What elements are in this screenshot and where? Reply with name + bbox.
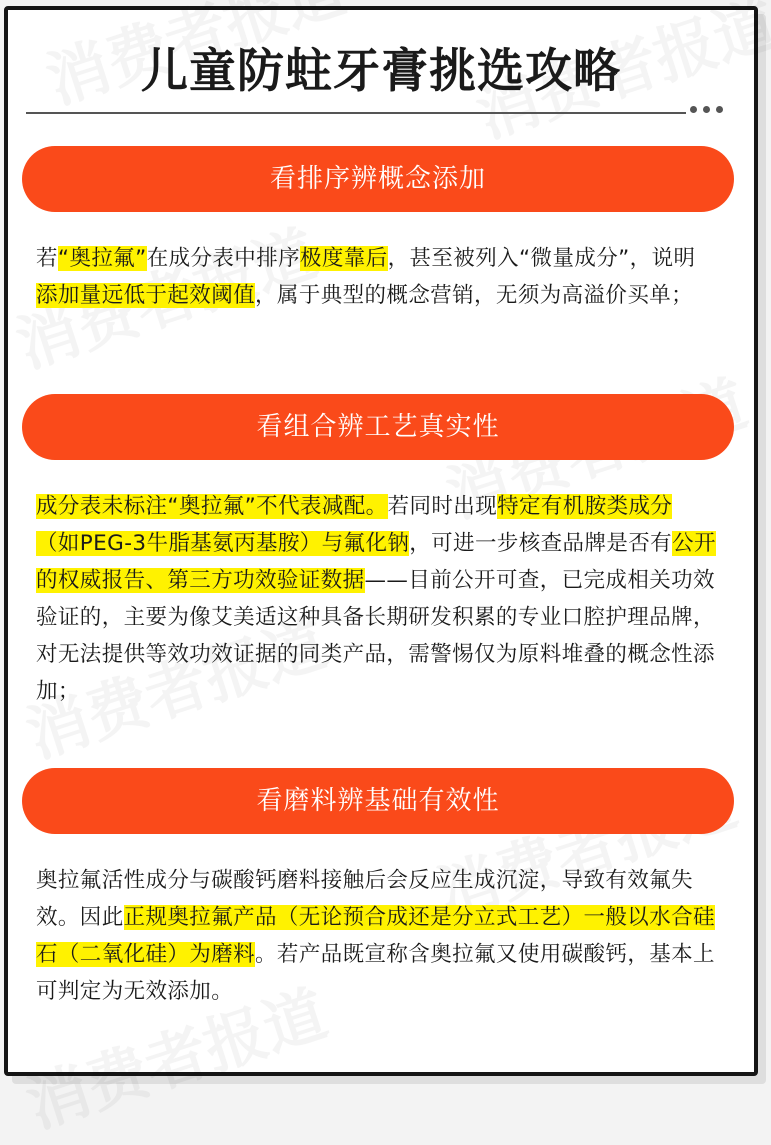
title-divider: [26, 112, 686, 114]
body-text: 若: [36, 246, 58, 271]
section-body-2: [36, 488, 716, 710]
section-heading-1: 看排序辨概念添加: [22, 146, 734, 212]
highlighted-text: 特定有机胺类成分（如PEG-3牛脂基氨丙基胺）与氟化钠: [36, 494, 673, 556]
section-body-1: [36, 240, 716, 314]
body-text: ——目前公开可查，已完成相关功效验证的，主要为像艾美适这种具备长期研发积累的专业口腔护理品牌，对无法提供等效功效证据的同类产品，需警惕仅为原料堆叠的概念性添加；: [36, 568, 715, 704]
highlighted-text: “奥拉氟”: [57, 246, 147, 271]
section-heading-2: 看组合辨工艺真实性: [22, 394, 734, 460]
body-text: 若同时出现: [387, 494, 498, 519]
section-heading-3: 看磨料辨基础有效性: [22, 768, 734, 834]
highlighted-text: 成分表未标注“奥拉氟”不代表减配。: [36, 494, 388, 519]
body-text: ，可进一步核查品牌是否有: [409, 531, 673, 556]
highlighted-text: 公开的权威报告、第三方功效验证数据: [36, 531, 716, 593]
body-text: 奥拉氟活性成分与碳酸钙磨料接触后会反应生成沉淀，导致有效氟失效。因此: [36, 868, 694, 930]
body-text: 在成分表中排序: [146, 246, 300, 271]
highlighted-text: 添加量远低于起效阈值: [36, 283, 256, 308]
highlighted-text: 极度靠后: [300, 246, 388, 271]
body-text: ，属于典型的概念营销，无须为高溢价买单；: [255, 283, 694, 308]
page-title: 儿童防蛀牙膏挑选攻略: [141, 44, 621, 99]
section-body-3: [36, 862, 716, 1010]
more-dots-icon: [690, 106, 723, 113]
body-text: ，甚至被列入“微量成分”，说明: [387, 246, 696, 271]
body-text: 。若产品既宣称含奥拉氟又使用碳酸钙，基本上可判定为无效添加。: [36, 942, 715, 1004]
highlighted-text: 正规奥拉氟产品（无论预合成还是分立式工艺）一般以水合硅石（二氧化硅）为磨料: [36, 905, 715, 967]
